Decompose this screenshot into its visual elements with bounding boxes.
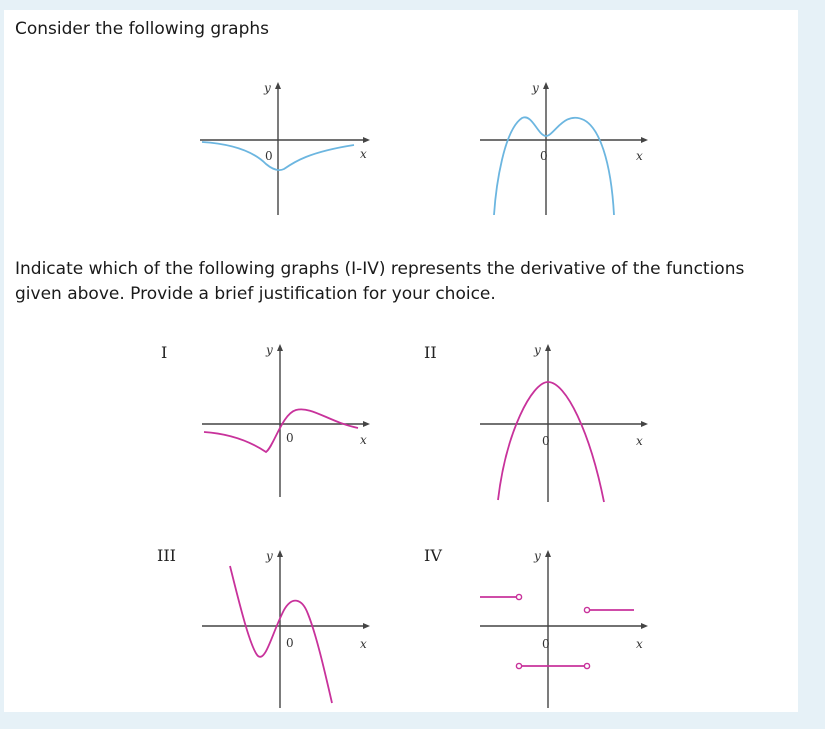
intro-text: Consider the following graphs [15,19,270,39]
y-axis-label: y [266,549,273,563]
origin-label: 0 [540,149,548,163]
derivative-curve [204,409,358,452]
option-label-ii: II [424,343,437,362]
derivative-curve [230,566,332,703]
origin-label: 0 [286,636,294,650]
graph-axes [200,82,370,215]
origin-label: 0 [542,637,550,651]
open-endpoint [516,594,521,599]
graph-axes [202,344,370,497]
open-endpoint [584,663,589,668]
y-axis-label: y [534,343,541,357]
x-axis-label: x [636,434,643,448]
option-label-i: I [161,343,168,362]
derivative-curve [498,382,604,502]
x-axis-label: x [360,433,367,447]
graph-axes [202,550,370,708]
question-text: Indicate which of the following graphs (I-IV) represents the derivative of the functions given above. Provide a brief justification for your choice. [15,259,745,304]
origin-label: 0 [286,431,294,445]
open-endpoint [584,607,589,612]
given-graph-a [194,80,374,225]
option-graph-iv [474,548,654,713]
function-curve [494,117,614,215]
y-axis-label: y [266,343,273,357]
y-axis-label: y [264,81,271,95]
option-graph-ii [474,342,654,502]
option-graph-i [194,342,374,502]
y-axis-label: y [534,549,541,563]
open-endpoint [516,663,521,668]
y-axis-label: y [532,81,539,95]
option-label-iii: III [157,546,176,565]
origin-label: 0 [265,149,273,163]
x-axis-label: x [636,637,643,651]
graph-axes [480,344,648,502]
option-label-iv: IV [424,546,442,565]
graph-axes [480,550,648,708]
x-axis-label: x [360,147,367,161]
x-axis-label: x [636,149,643,163]
x-axis-label: x [360,637,367,651]
origin-label: 0 [542,434,550,448]
question-card [4,10,798,712]
option-graph-iii [194,548,374,713]
given-graph-b [474,80,654,225]
step-function [480,594,634,668]
